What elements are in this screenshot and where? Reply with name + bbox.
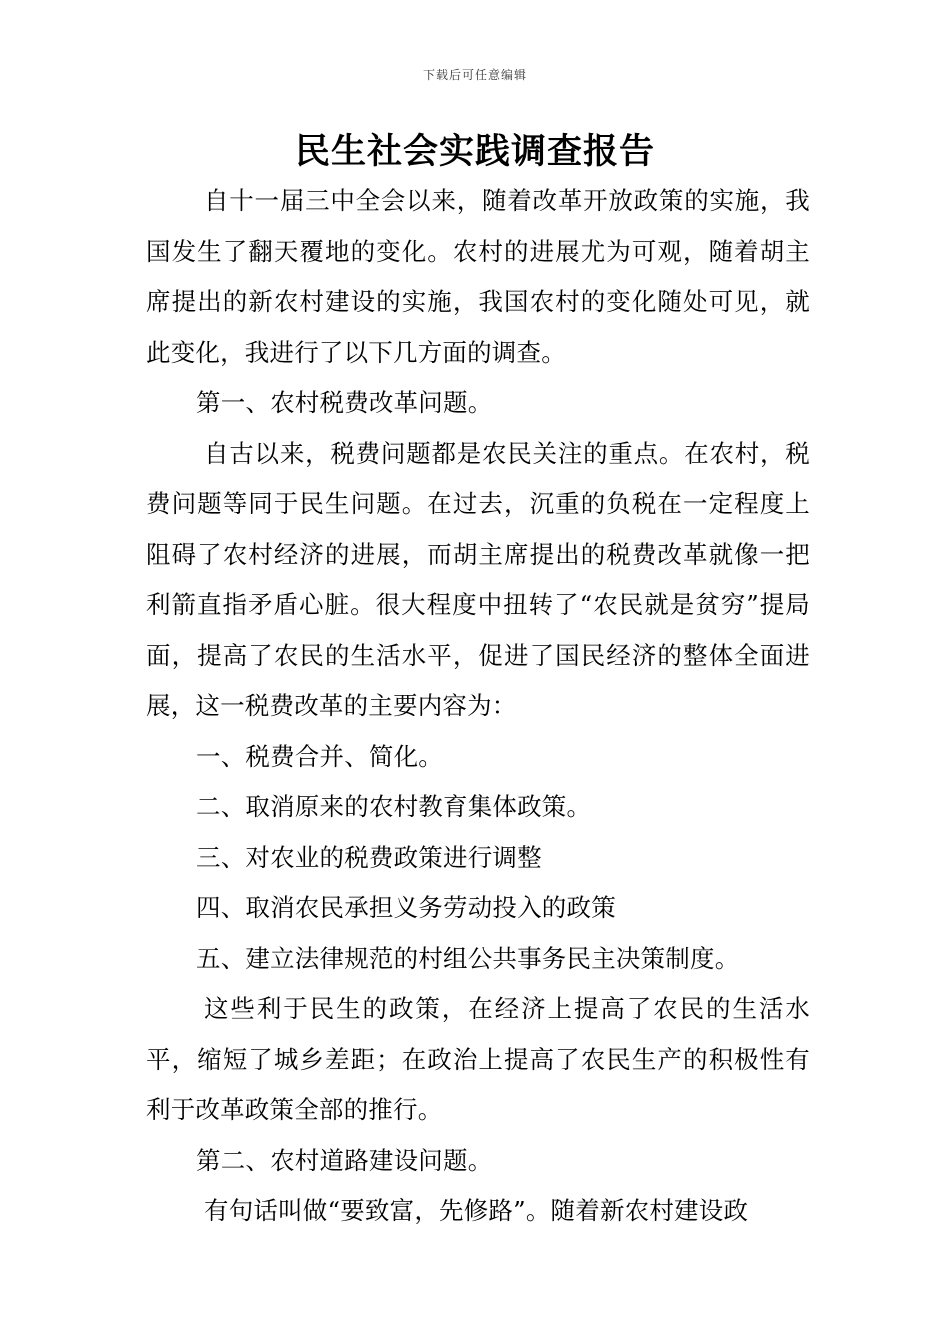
list-item-4: 四、取消农民承担义务劳动投入的政策 [196, 893, 616, 922]
paragraph-tax-reform: 自古以来，税费问题都是农民关注的重点。在农村，税费问题等同于民生问题。在过去，沉重的负税在一定程度上阻碍了农村经济的进展，而胡主席提出的税费改革就像一把利箭直指矛盾心脏。很大程度中扭转了“农民就是贫穷”提局面，提高了农民的生活水平，促进了国民经济的整体全面进展，这一税费改革的主要内容为： [146, 438, 810, 720]
document-body [146, 176, 810, 1237]
list-item-1: 一、税费合并、简化。 [196, 741, 443, 771]
paragraph-intro: 自十一届三中全会以来，随着改革开放政策的实施，我国发生了翻天覆地的变化。农村的进展尤为可观，随着胡主席提出的新农村建设的实施，我国农村的变化随处可见，就此变化，我进行了以下几方面的调查。 [146, 186, 810, 367]
paragraph-policy-effects: 这些利于民生的政策，在经济上提高了农民的生活水平，缩短了城乡差距；在政治上提高了农民生产的积极性有利于改革政策全部的推行。 [146, 994, 810, 1124]
header-note: 下载后可任意编辑 [422, 68, 527, 82]
section-heading-road-construction: 第二、农村道路建设问题。 [196, 1145, 493, 1175]
list-item-2: 二、取消原来的农村教育集体政策。 [196, 792, 592, 821]
list-item-3: 三、对农业的税费政策进行调整 [196, 842, 542, 872]
section-heading-tax-reform: 第一、农村税费改革问题。 [196, 388, 493, 417]
list-item-5: 五、建立法律规范的村组公共事务民主决策制度。 [196, 943, 740, 973]
paragraph-road-construction: 有句话叫做“要致富，先修路”。随着新农村建设政 [204, 1196, 749, 1225]
document-title: 民生社会实践调查报告 [294, 132, 655, 172]
